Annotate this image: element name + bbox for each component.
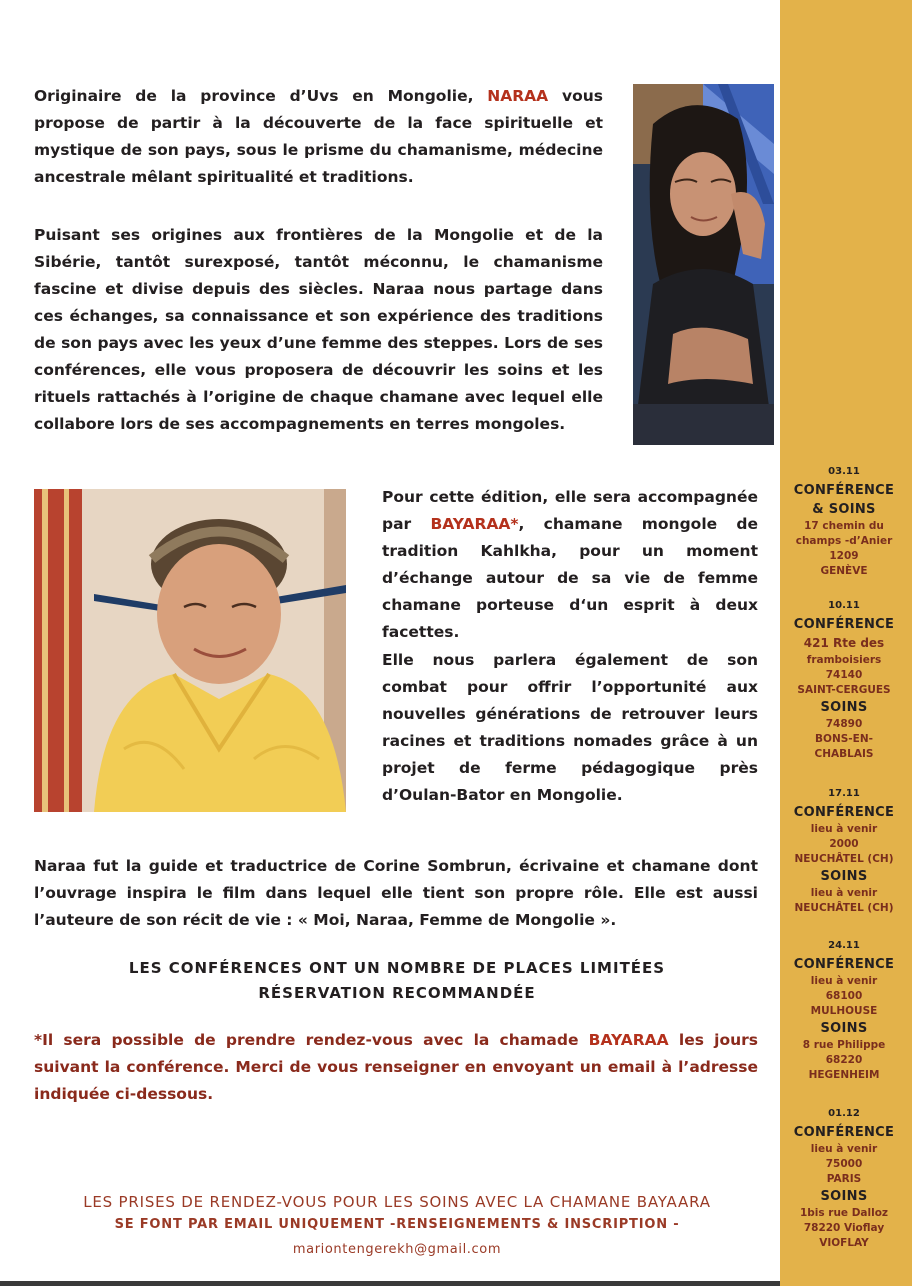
event-4 (780, 938, 908, 1083)
event-address: PARIS (826, 1173, 862, 1185)
page-bottom-rule (0, 1281, 780, 1286)
event-address: 17 chemin du (804, 520, 884, 532)
event-address: lieu à venir (810, 887, 878, 899)
event-title-sub: & SOINS (812, 502, 876, 517)
event-title: CONFÉRENCE (793, 1125, 895, 1140)
event-address: MULHOUSE (810, 1005, 878, 1017)
event-title-sub: SOINS (820, 1021, 868, 1036)
note-bayaraa-name: BAYARAA (588, 1031, 669, 1049)
guide-text: Naraa fut la guide et traductrice de Corine Sombrun, écrivaine et chamane dont l’ouvrage inspira le film dans lequel elle tient son propre rôle. Elle est aussi l’auteure de son récit de vie : « Moi, Naraa, Femme de Mongolie ». (34, 857, 758, 929)
event-address: lieu à venir (810, 975, 878, 987)
bayaraa-combat-paragraph (382, 647, 758, 809)
event-title-sub: SOINS (820, 700, 868, 715)
bayaraa-suffix: , chamane mongole de tradition Kahlkha, pour un moment d’échange autour de sa vie de femme chamane porteuse d‘un esprit à deux facettes. (382, 515, 758, 641)
event-title-sub: SOINS (820, 1189, 868, 1204)
event-1 (780, 464, 908, 579)
note-prefix: *Il sera possible de prendre rendez-vous avec la chamade (34, 1031, 589, 1049)
bayaraa-combat-text: Elle nous parlera également de son combat pour offrir l’opportunité aux nouvelles générations de retrouver leurs racines et traditions nomades grâce à un projet de ferme pédagogique près d’Oulan-Bator en Mongolie. (382, 651, 758, 804)
event-title-sub: SOINS (820, 869, 868, 884)
origins-paragraph (34, 222, 603, 438)
intro-prefix: Originaire de la province d’Uvs en Mongolie, (34, 87, 488, 105)
event-date: 24.11 (828, 940, 860, 951)
footer-line-1: LES PRISES DE RENDEZ-VOUS POUR LES SOINS AVEC LA CHAMANE BAYAARA (83, 1193, 711, 1211)
event-address: SAINT-CERGUES (797, 684, 891, 696)
note-suffix: les jours suivant la conférence. Merci de vous renseigner en envoyant un email à l’adresse indiquée ci-dessous. (34, 1031, 759, 1103)
footer (34, 1190, 760, 1262)
event-address: GENÈVE (820, 565, 868, 577)
event-address: HEGENHEIM (808, 1069, 880, 1081)
origins-text: Puisant ses origines aux frontières de la Mongolie et de la Sibérie, tantôt surexposé, tantôt méconnu, le chamanisme fascine et divise depuis des siècles. Naraa nous partage dans ces échanges, sa connaissance et son expérience des traditions de son pays avec les yeux d’une femme des steppes. Lors de ses conférences, elle vous proposera de découvrir les soins et les rituels rattachés à l’origine de chaque chamane avec lequel elle collabore lors de ses accompagnements en terres mongoles. (34, 226, 603, 433)
event-address: 75000 (825, 1158, 863, 1170)
event-2 (780, 598, 908, 762)
event-address: 74140 (825, 669, 863, 681)
footer-line-2: SE FONT PAR EMAIL UNIQUEMENT -RENSEIGNEMENTS & INSCRIPTION - (114, 1217, 680, 1232)
bayaraa-photo (34, 489, 346, 812)
bayaraa-portrait-illustration (34, 489, 346, 812)
notice-line-2: RÉSERVATION RECOMMANDÉE (258, 984, 536, 1002)
event-3 (780, 786, 908, 916)
event-address: 1bis rue Dalloz (799, 1207, 889, 1219)
event-address: NEUCHÂTEL (CH) (794, 902, 894, 914)
event-address: 1209 (829, 550, 859, 562)
event-title: CONFÉRENCE (793, 805, 895, 820)
event-address: BONS-EN- (815, 733, 873, 745)
notice-line-1: LES CONFÉRENCES ONT UN NOMBRE DE PLACES LIMITÉES (128, 959, 666, 977)
event-address: lieu à venir (810, 823, 878, 835)
event-address: 2000 (829, 838, 859, 850)
limited-places-notice (34, 956, 760, 1006)
event-address: CHABLAIS (814, 748, 874, 760)
event-date: 03.11 (828, 466, 860, 477)
event-title: CONFÉRENCE (793, 483, 895, 498)
event-5 (780, 1106, 908, 1251)
event-date: 01.12 (828, 1108, 860, 1119)
contact-email-link[interactable]: mariontengerekh@gmail.com (292, 1242, 502, 1257)
bayaraa-name: BAYARAA* (430, 515, 519, 533)
bayaraa-paragraph (382, 484, 758, 646)
bayaraa-prefix: Pour cette édition, elle sera accompagnée par (382, 488, 758, 533)
event-title: CONFÉRENCE (793, 957, 895, 972)
event-address: 8 rue Philippe (802, 1039, 886, 1051)
intro-paragraph (34, 83, 603, 191)
intro-suffix: vous propose de partir à la découverte de la face spirituelle et mystique de son pays, sous le prisme du chamanisme, médecine ancestrale mêlant spiritualité et traditions. (34, 87, 603, 186)
event-date: 10.11 (828, 600, 860, 611)
appointment-note (34, 1027, 758, 1108)
naraa-photo (633, 84, 774, 445)
event-address: lieu à venir (810, 1143, 878, 1155)
event-address: 421 Rte des (803, 636, 885, 650)
event-address: 68220 (825, 1054, 863, 1066)
event-date: 17.11 (828, 788, 860, 799)
event-address: 74890 (825, 718, 863, 730)
naraa-name: NARAA (487, 87, 549, 105)
event-address: VIOFLAY (819, 1237, 869, 1249)
guide-paragraph (34, 853, 758, 934)
event-address: NEUCHÂTEL (CH) (794, 853, 894, 865)
event-address: framboisiers (806, 654, 882, 666)
event-address: champs -d’Anier (795, 535, 893, 547)
event-address: 68100 (825, 990, 863, 1002)
event-address: 78220 Vioflay (803, 1222, 885, 1234)
event-title: CONFÉRENCE (793, 617, 895, 632)
naraa-portrait-illustration (633, 84, 774, 445)
